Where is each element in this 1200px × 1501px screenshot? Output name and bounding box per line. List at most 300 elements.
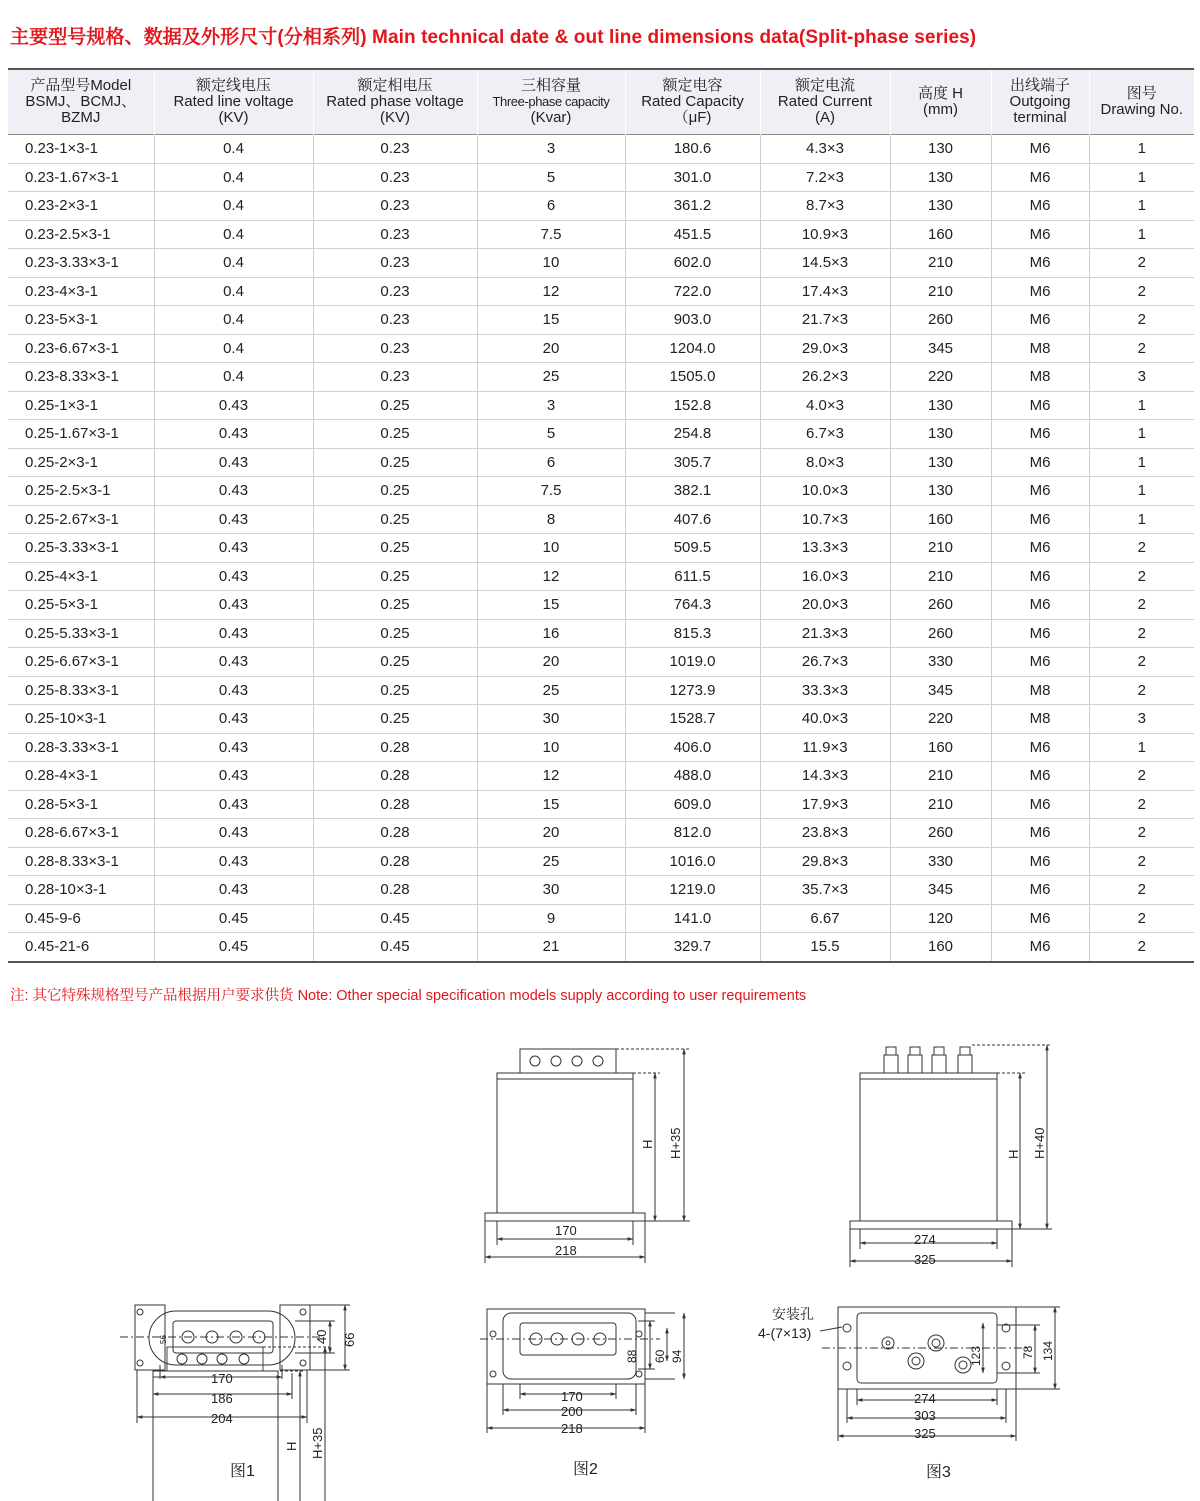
column-header-line: 出线端子 [1009,77,1070,94]
table-cell: 2 [1089,249,1194,278]
table-row [8,819,1194,848]
column-header-line: BSMJ、BCMJ、 [25,93,137,110]
table-cell: 0.43 [154,562,313,591]
table-cell: 0.23 [313,277,477,306]
table-cell: 160 [890,933,991,962]
table-cell: 12 [477,762,625,791]
table-cell: 3 [477,135,625,164]
table-cell: 20.0×3 [760,591,890,620]
table-cell: 4.3×3 [760,135,890,164]
table-row [8,163,1194,192]
table-cell: M6 [991,933,1089,962]
fig3-body [860,1073,997,1221]
table-cell: 3 [1089,363,1194,392]
table-cell: 26.7×3 [760,648,890,677]
table-cell: 330 [890,648,991,677]
column-header-line: Rated Capacity [641,93,744,110]
table-row [8,220,1194,249]
table-cell: 8.7×3 [760,192,890,221]
table-cell: 0.28 [313,790,477,819]
table-cell: 0.4 [154,135,313,164]
table-cell: 30 [477,876,625,905]
table-cell: 611.5 [625,562,760,591]
table-cell: 1 [1089,192,1194,221]
fig2-dim-inner-width: 170 [555,1223,577,1238]
table-cell: 21.7×3 [760,306,890,335]
table-cell: 0.45 [154,933,313,962]
table-cell: 0.28-3.33×3-1 [8,733,154,762]
table-row [8,363,1194,392]
table-cell: 220 [890,705,991,734]
fig2-dim-h1: 88 [625,1349,639,1363]
fig3-dim-h2: 78 [1021,1345,1035,1359]
fig2-body [497,1073,633,1213]
table-cell: 0.25-5×3-1 [8,591,154,620]
table-cell: 0.4 [154,249,313,278]
table-header [8,69,1194,135]
column-header-line: (Kvar) [530,109,572,126]
table-cell: 26.2×3 [760,363,890,392]
table-cell: 1 [1089,420,1194,449]
table-cell: 40.0×3 [760,705,890,734]
table-cell: 382.1 [625,477,760,506]
table-cell: 21.3×3 [760,619,890,648]
table-cell: 0.23 [313,220,477,249]
table-cell: 29.0×3 [760,334,890,363]
table-cell: 0.43 [154,733,313,762]
table-cell: 0.25-5.33×3-1 [8,619,154,648]
table-cell: 0.43 [154,762,313,791]
table-cell: 2 [1089,306,1194,335]
table-cell: 0.25 [313,505,477,534]
table-cell: 7.2×3 [760,163,890,192]
table-cell: 130 [890,163,991,192]
table-cell: M6 [991,534,1089,563]
table-cell: 0.43 [154,477,313,506]
table-cell: 260 [890,819,991,848]
table-cell: 220 [890,363,991,392]
table-cell: 0.23 [313,306,477,335]
table-cell: 0.25 [313,705,477,734]
column-header-line: (KV) [218,109,249,126]
table-cell: 451.5 [625,220,760,249]
table-cell: 7.5 [477,477,625,506]
table-cell: 16.0×3 [760,562,890,591]
table-row [8,505,1194,534]
table-cell: M6 [991,249,1089,278]
table-row [8,135,1194,164]
table-cell: 5 [477,163,625,192]
column-header-line: (KV) [380,109,410,126]
fig2-dim-w3: 218 [561,1421,583,1436]
column-header [760,69,890,135]
table-cell: 0.28 [313,876,477,905]
fig3-front-view [850,1045,1052,1267]
column-header [313,69,477,135]
column-header [8,69,154,135]
column-header-line: 额定线电压 [195,77,271,94]
table-cell: 0.25-1.67×3-1 [8,420,154,449]
table-row [8,648,1194,677]
table-cell: 0.28 [313,847,477,876]
fig3-dim-h3: 134 [1041,1340,1055,1361]
table-cell: 0.28 [313,819,477,848]
table-cell: 0.4 [154,306,313,335]
table-row [8,733,1194,762]
table-cell: 0.45 [313,904,477,933]
table-row [8,762,1194,791]
table-cell: 1 [1089,448,1194,477]
table-cell: 210 [890,277,991,306]
table-cell: 152.8 [625,391,760,420]
table-cell: 812.0 [625,819,760,848]
table-cell: 0.23-2×3-1 [8,192,154,221]
column-header-line: (A) [815,109,835,126]
table-cell: 130 [890,420,991,449]
table-cell: 1019.0 [625,648,760,677]
table-cell: 2 [1089,847,1194,876]
table-row [8,619,1194,648]
table-cell: M8 [991,676,1089,705]
fig1-top-view [120,1305,350,1423]
table-cell: 345 [890,676,991,705]
table-cell: 210 [890,534,991,563]
table-cell: 20 [477,819,625,848]
table-cell: 0.23 [313,334,477,363]
table-cell: 1528.7 [625,705,760,734]
table-cell: 0.43 [154,819,313,848]
table-cell: 0.43 [154,705,313,734]
table-cell: 0.23 [313,249,477,278]
table-cell: 0.23-1×3-1 [8,135,154,164]
table-cell: 7.5 [477,220,625,249]
table-cell: M6 [991,762,1089,791]
table-cell: 1219.0 [625,876,760,905]
table-cell: M8 [991,363,1089,392]
table-cell: M6 [991,819,1089,848]
column-header-line: Outgoing [1009,93,1071,110]
fig1-terminal [197,1354,207,1364]
table-cell: M6 [991,562,1089,591]
table-cell: 2 [1089,933,1194,962]
table-cell: M6 [991,733,1089,762]
table-row [8,904,1194,933]
table-cell: 29.8×3 [760,847,890,876]
column-header-line: Rated line voltage [173,93,294,110]
table-row [8,534,1194,563]
table-cell: 12 [477,277,625,306]
fig1-terminal [239,1354,249,1364]
table-cell: 2 [1089,904,1194,933]
table-cell: 1 [1089,391,1194,420]
table-cell: 0.25-2×3-1 [8,448,154,477]
table-cell: 10 [477,249,625,278]
table-cell: 0.25 [313,448,477,477]
table-cell: 16 [477,619,625,648]
table-cell: 6.7×3 [760,420,890,449]
table-cell: 2 [1089,676,1194,705]
fig2-dim-h2: 60 [653,1349,667,1363]
table-cell: M6 [991,790,1089,819]
fig3-dim-h1: 123 [969,1345,983,1366]
fig1-dim-w1: 170 [211,1371,233,1386]
fig1-dim-height-outer: 66 [342,1332,357,1347]
table-cell: 120 [890,904,991,933]
table-cell: 0.28 [313,733,477,762]
table-cell: 1505.0 [625,363,760,392]
table-row [8,249,1194,278]
fig3-top-view [820,1307,1060,1441]
table-cell: 0.25 [313,562,477,591]
table-cell: 30 [477,705,625,734]
column-header-line: Rated phase voltage [326,93,464,110]
table-cell: 130 [890,391,991,420]
table-cell: 10 [477,733,625,762]
table-cell: 509.5 [625,534,760,563]
column-header [477,69,625,135]
table-cell: 305.7 [625,448,760,477]
table-cell: 0.25 [313,591,477,620]
table-cell: 1 [1089,220,1194,249]
table-cell: 0.23 [313,135,477,164]
table-cell: 329.7 [625,933,760,962]
table-cell: 0.25-10×3-1 [8,705,154,734]
table-cell: M6 [991,306,1089,335]
table-cell: 0.43 [154,591,313,620]
column-header-line: Three-phase capacity [492,94,610,109]
table-cell: 2 [1089,334,1194,363]
table-cell: 0.43 [154,391,313,420]
table-cell: 10 [477,534,625,563]
table-cell: 0.43 [154,619,313,648]
table-cell: 0.23-3.33×3-1 [8,249,154,278]
table-row [8,420,1194,449]
table-cell: M6 [991,876,1089,905]
table-cell: 5 [477,420,625,449]
table-cell: M6 [991,448,1089,477]
table-cell: 0.45-21-6 [8,933,154,962]
table-cell: 130 [890,192,991,221]
table-cell: 722.0 [625,277,760,306]
table-cell: 0.43 [154,790,313,819]
table-cell: 180.6 [625,135,760,164]
fig1-dim-small: 56 [159,1335,168,1344]
table-row [8,477,1194,506]
table-cell: 0.25-2.5×3-1 [8,477,154,506]
table-cell: 0.25 [313,420,477,449]
fig2-base [485,1213,645,1221]
table-cell: 0.23-6.67×3-1 [8,334,154,363]
table-cell: 0.28-8.33×3-1 [8,847,154,876]
spec-table-wrapper [8,68,1194,963]
table-cell: 210 [890,562,991,591]
fig3-dim-w1: 274 [914,1391,936,1406]
fig2-top-base [487,1309,645,1384]
table-cell: 260 [890,619,991,648]
table-cell: M6 [991,192,1089,221]
column-header [890,69,991,135]
table-cell: M6 [991,135,1089,164]
table-cell: 0.25 [313,619,477,648]
column-header-line: Rated Current [777,93,873,110]
table-cell: 0.4 [154,363,313,392]
table-cell: 2 [1089,762,1194,791]
table-cell: 0.25 [313,676,477,705]
column-header-line: 三相容量 [520,77,581,94]
table-cell: 0.23 [313,192,477,221]
table-row [8,306,1194,335]
table-row [8,705,1194,734]
table-cell: 0.23 [313,363,477,392]
table-cell: 0.4 [154,192,313,221]
table-cell: 0.23 [313,163,477,192]
fig2-terminal-block [520,1049,616,1073]
table-cell: M6 [991,163,1089,192]
table-cell: 15.5 [760,933,890,962]
table-cell: 301.0 [625,163,760,192]
fig1-dim-height-inner: 40 [314,1329,329,1344]
table-cell: 0.45 [313,933,477,962]
table-cell: 210 [890,249,991,278]
table-cell: 609.0 [625,790,760,819]
table-cell: 0.43 [154,847,313,876]
table-cell: 0.23-2.5×3-1 [8,220,154,249]
table-cell: 4.0×3 [760,391,890,420]
table-cell: M6 [991,648,1089,677]
column-header-line: (mm) [923,101,958,118]
fig2-dim-outer-width: 218 [555,1243,577,1258]
table-cell: 23.8×3 [760,819,890,848]
table-cell: M6 [991,420,1089,449]
table-cell: 330 [890,847,991,876]
table-cell: 0.25-1×3-1 [8,391,154,420]
table-row [8,562,1194,591]
fig1-label: 图1 [230,1463,255,1480]
fig3-mount-hole-label: 安装孔 [772,1306,814,1322]
table-cell: M6 [991,904,1089,933]
table-cell: 14.5×3 [760,249,890,278]
table-cell: 0.43 [154,676,313,705]
table-row [8,334,1194,363]
page-title: 主要型号规格、数据及外形尺寸(分相系列) Main technical date & out line dimensions data(Split-phase series) [10,27,977,48]
spec-table [8,68,1194,963]
table-cell: 3 [477,391,625,420]
table-cell: 0.28 [313,762,477,791]
footnote: 注: 其它特殊规格型号产品根据用户要求供货 Note: Other special specification models supply according to user requirements [10,988,807,1004]
table-cell: 0.25-3.33×3-1 [8,534,154,563]
table-cell: 260 [890,306,991,335]
table-cell: M6 [991,505,1089,534]
table-cell: 602.0 [625,249,760,278]
table-cell: 15 [477,306,625,335]
table-cell: M6 [991,591,1089,620]
table-cell: 20 [477,648,625,677]
fig1-dim-h: H [284,1441,299,1451]
table-row [8,391,1194,420]
table-cell: M8 [991,334,1089,363]
fig3-dim-w3: 325 [914,1426,936,1441]
table-cell: 345 [890,876,991,905]
dimension-drawings [0,981,1200,1501]
table-cell: 14.3×3 [760,762,890,791]
table-cell: 0.23-1.67×3-1 [8,163,154,192]
table-cell: 1 [1089,163,1194,192]
table-row [8,192,1194,221]
table-cell: 0.23-8.33×3-1 [8,363,154,392]
table-cell: 15 [477,591,625,620]
fig2-front-view [485,1049,690,1263]
table-cell: 25 [477,847,625,876]
table-cell: 764.3 [625,591,760,620]
table-cell: 130 [890,135,991,164]
fig2-dim-h3: 94 [670,1349,684,1363]
column-header [625,69,760,135]
table-cell: 21 [477,933,625,962]
fig3-dim-inner-width: 274 [914,1232,936,1247]
table-cell: 1 [1089,135,1194,164]
table-cell: 1273.9 [625,676,760,705]
table-cell: 2 [1089,619,1194,648]
table-cell: 3 [1089,705,1194,734]
table-cell: 0.43 [154,648,313,677]
table-cell: 0.25-6.67×3-1 [8,648,154,677]
table-cell: 0.4 [154,334,313,363]
fig3-base [850,1221,1012,1229]
table-cell: 0.28-6.67×3-1 [8,819,154,848]
table-cell: 35.7×3 [760,876,890,905]
table-cell: M6 [991,619,1089,648]
table-cell: 6 [477,448,625,477]
fig3-dim-outer-width: 325 [914,1252,936,1267]
table-cell: 13.3×3 [760,534,890,563]
table-cell: 1016.0 [625,847,760,876]
table-cell: 0.25-2.67×3-1 [8,505,154,534]
table-cell: 1204.0 [625,334,760,363]
table-row [8,448,1194,477]
table-cell: 1 [1089,733,1194,762]
table-cell: 815.3 [625,619,760,648]
table-cell: 10.7×3 [760,505,890,534]
table-cell: 17.9×3 [760,790,890,819]
table-cell: 0.45 [154,904,313,933]
column-header-line: terminal [1013,109,1067,126]
table-cell: 0.43 [154,876,313,905]
column-header-line: 额定相电压 [357,77,433,94]
table-cell: 10.9×3 [760,220,890,249]
table-cell: M8 [991,705,1089,734]
fig3-dim-h-total: H+40 [1032,1127,1047,1159]
column-header-line: 图号 [1126,85,1157,102]
column-header-line: Drawing No. [1100,101,1184,118]
table-cell: 8.0×3 [760,448,890,477]
fig1-terminal [217,1354,227,1364]
table-cell: 0.25-8.33×3-1 [8,676,154,705]
fig1-dim-w3: 204 [211,1411,233,1426]
fig2-dim-h-total: H+35 [668,1127,683,1159]
table-cell: 12 [477,562,625,591]
table-cell: 2 [1089,790,1194,819]
table-cell: 2 [1089,591,1194,620]
table-cell: 488.0 [625,762,760,791]
table-cell: M6 [991,220,1089,249]
table-cell: 0.23-5×3-1 [8,306,154,335]
table-row [8,277,1194,306]
table-cell: 2 [1089,534,1194,563]
column-header-line: 额定电容 [662,77,723,94]
fig2-dim-w2: 200 [561,1404,583,1419]
fig3-dim-w2: 303 [914,1408,936,1423]
table-cell: 33.3×3 [760,676,890,705]
